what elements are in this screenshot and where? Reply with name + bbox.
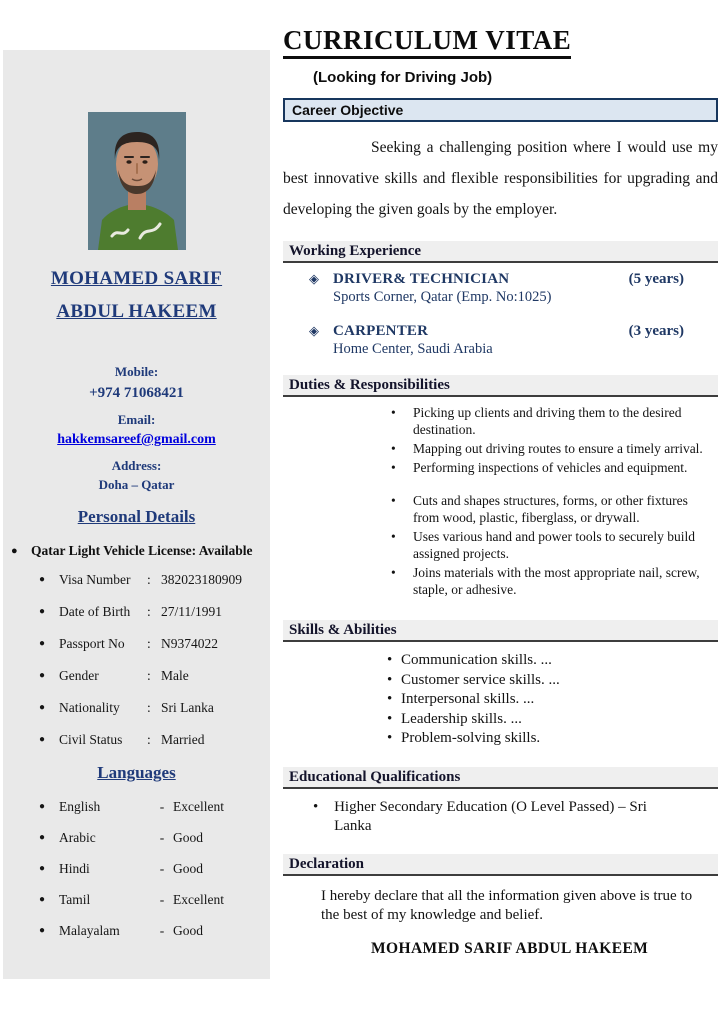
bullet-icon: ● bbox=[39, 606, 46, 617]
career-objective-text: Seeking a challenging position where I would use my best innovative skills and flexible responsibilities for upgrading and developing the given goals by the employer. bbox=[283, 139, 718, 218]
duty-item bbox=[391, 404, 713, 438]
duty-item bbox=[391, 459, 713, 476]
job-entry bbox=[309, 271, 684, 306]
email-link[interactable]: hakkemsareef@gmail.com bbox=[57, 432, 216, 447]
language-name: Hindi bbox=[59, 861, 90, 876]
language-row bbox=[3, 798, 270, 815]
language-name: Arabic bbox=[59, 830, 96, 845]
bullet-icon: • bbox=[391, 565, 396, 580]
detail-row bbox=[3, 731, 270, 748]
email-label: Email: bbox=[117, 412, 156, 427]
section-header-duties: Duties & Responsibilities bbox=[283, 375, 718, 397]
colon-separator: : bbox=[147, 604, 151, 619]
detail-row bbox=[3, 603, 270, 620]
language-name: Malayalam bbox=[59, 923, 120, 938]
sidebar bbox=[3, 50, 270, 979]
job-company: Home Center, Saudi Arabia bbox=[333, 341, 493, 357]
education-text: Higher Secondary Education (O Level Passed) – Sri Lanka bbox=[334, 798, 647, 834]
skill-item bbox=[387, 729, 718, 749]
dash-separator: - bbox=[159, 799, 165, 814]
bullet-icon: ● bbox=[39, 925, 46, 936]
section-header-education: Educational Qualifications bbox=[283, 767, 718, 789]
person-name bbox=[3, 262, 270, 328]
detail-label: Date of Birth bbox=[59, 604, 131, 619]
bullet-icon: ● bbox=[11, 545, 18, 557]
languages-heading: Languages bbox=[97, 763, 176, 782]
dash-separator: - bbox=[159, 923, 165, 938]
duty-text: Picking up clients and driving them to the desired destination. bbox=[413, 405, 682, 437]
person-name-line1: MOHAMED SARIF bbox=[50, 268, 223, 289]
profile-photo bbox=[88, 112, 186, 250]
detail-row bbox=[3, 699, 270, 716]
bullet-icon: • bbox=[391, 529, 396, 544]
duty-item bbox=[391, 564, 713, 598]
bullet-icon: ● bbox=[39, 574, 46, 585]
jobs-list bbox=[309, 271, 718, 358]
language-level: Good bbox=[173, 861, 203, 876]
language-row bbox=[3, 922, 270, 939]
address-value: Doha – Qatar bbox=[98, 477, 175, 492]
diamond-bullet-icon: ◈ bbox=[309, 271, 319, 286]
detail-value: Married bbox=[161, 732, 205, 747]
job-duration: (3 years) bbox=[628, 323, 684, 339]
skill-item bbox=[387, 651, 718, 671]
skill-item bbox=[387, 671, 718, 691]
duties-list bbox=[391, 404, 713, 598]
detail-row bbox=[3, 667, 270, 684]
language-level: Good bbox=[173, 830, 203, 845]
duty-text: Cuts and shapes structures, forms, or other fixtures from wood, plastic, fiberglass, or drywall. bbox=[413, 493, 688, 525]
detail-value: 382023180909 bbox=[161, 572, 242, 587]
bullet-icon: • bbox=[387, 652, 393, 668]
duty-text: Mapping out driving routes to ensure a timely arrival. bbox=[413, 441, 703, 456]
mobile-value: +974 71068421 bbox=[89, 385, 184, 401]
detail-label: Passport No bbox=[59, 636, 125, 651]
license-text: Qatar Light Vehicle License: Available bbox=[31, 543, 253, 558]
duty-text: Joins materials with the most appropriate nail, screw, staple, or adhesive. bbox=[413, 565, 700, 597]
duty-item bbox=[391, 492, 713, 526]
language-level: Excellent bbox=[173, 799, 224, 814]
bullet-icon: ● bbox=[39, 832, 46, 843]
duty-item bbox=[391, 528, 713, 562]
skill-item bbox=[387, 690, 718, 710]
bullet-icon: ● bbox=[39, 894, 46, 905]
duties-group-gap bbox=[391, 478, 713, 492]
duty-text: Performing inspections of vehicles and equipment. bbox=[413, 460, 688, 475]
dash-separator: - bbox=[159, 892, 165, 907]
page-subtitle: (Looking for Driving Job) bbox=[313, 69, 493, 86]
colon-separator: : bbox=[147, 636, 151, 651]
detail-row bbox=[3, 635, 270, 652]
languages-list bbox=[3, 798, 270, 939]
job-company: Sports Corner, Qatar (Emp. No:1025) bbox=[333, 289, 552, 305]
main-content bbox=[283, 25, 718, 958]
education-item bbox=[313, 798, 673, 836]
detail-label: Visa Number bbox=[59, 572, 131, 587]
bullet-icon: • bbox=[387, 691, 393, 707]
bullet-icon: • bbox=[391, 493, 396, 508]
section-header-skills: Skills & Abilities bbox=[283, 620, 718, 642]
language-level: Excellent bbox=[173, 892, 224, 907]
bullet-icon: • bbox=[387, 730, 393, 746]
personal-details-heading: Personal Details bbox=[77, 507, 196, 526]
bullet-icon: ● bbox=[39, 863, 46, 874]
job-title: DRIVER& TECHNICIAN bbox=[333, 271, 510, 287]
mobile-label: Mobile: bbox=[114, 364, 159, 379]
language-name: Tamil bbox=[59, 892, 91, 907]
detail-label: Gender bbox=[59, 668, 99, 683]
bullet-icon: • bbox=[313, 798, 319, 815]
language-name: English bbox=[59, 799, 101, 814]
section-header-working-experience: Working Experience bbox=[283, 241, 718, 263]
skills-list bbox=[387, 651, 718, 749]
declaration-text: I hereby declare that all the information given above is true to the best of my knowledge and belief. bbox=[321, 887, 693, 923]
signature-name: MOHAMED SARIF ABDUL HAKEEM bbox=[371, 939, 649, 957]
bullet-icon: ● bbox=[39, 638, 46, 649]
colon-separator: : bbox=[147, 668, 151, 683]
profile-photo-image bbox=[88, 112, 186, 250]
skill-item bbox=[387, 710, 718, 730]
detail-value: 27/11/1991 bbox=[161, 604, 223, 619]
job-entry bbox=[309, 323, 684, 358]
skill-text: Interpersonal skills. ... bbox=[401, 691, 535, 707]
bullet-icon: • bbox=[391, 460, 396, 475]
detail-value: N9374022 bbox=[161, 636, 218, 651]
bullet-icon: • bbox=[387, 671, 393, 688]
bullet-icon: ● bbox=[39, 670, 46, 681]
bullet-icon: ● bbox=[39, 801, 46, 812]
job-title: CARPENTER bbox=[333, 323, 429, 339]
section-header-declaration: Declaration bbox=[283, 854, 718, 876]
skill-text: Customer service skills. ... bbox=[401, 671, 560, 688]
skill-text: Leadership skills. ... bbox=[401, 710, 522, 727]
language-row bbox=[3, 860, 270, 877]
detail-row bbox=[3, 571, 270, 588]
detail-value: Male bbox=[161, 668, 189, 683]
colon-separator: : bbox=[147, 700, 151, 715]
job-duration: (5 years) bbox=[628, 271, 684, 287]
section-header-career-objective: Career Objective bbox=[283, 98, 718, 122]
skill-text: Problem-solving skills. bbox=[401, 730, 541, 746]
person-name-line2: ABDUL HAKEEM bbox=[56, 301, 217, 322]
education-list bbox=[313, 798, 718, 836]
license-row bbox=[11, 543, 266, 560]
detail-value: Sri Lanka bbox=[161, 700, 214, 715]
diamond-bullet-icon: ◈ bbox=[309, 323, 319, 338]
duty-item bbox=[391, 440, 713, 457]
bullet-icon: ● bbox=[39, 734, 46, 745]
bullet-icon: • bbox=[391, 441, 396, 456]
language-row bbox=[3, 829, 270, 846]
personal-details-list bbox=[3, 571, 270, 748]
page-title: CURRICULUM VITAE bbox=[283, 25, 571, 59]
language-level: Good bbox=[173, 923, 203, 938]
skill-text: Communication skills. ... bbox=[401, 652, 552, 668]
colon-separator: : bbox=[147, 732, 151, 747]
duty-text: Uses various hand and power tools to securely build assigned projects. bbox=[413, 529, 695, 561]
bullet-icon: • bbox=[391, 405, 396, 420]
address-label: Address: bbox=[111, 458, 162, 473]
detail-label: Civil Status bbox=[59, 732, 123, 747]
bullet-icon: ● bbox=[39, 702, 46, 713]
language-row bbox=[3, 891, 270, 908]
detail-label: Nationality bbox=[59, 700, 120, 715]
colon-separator: : bbox=[147, 572, 151, 587]
dash-separator: - bbox=[159, 861, 165, 876]
bullet-icon: • bbox=[387, 710, 393, 727]
dash-separator: - bbox=[159, 830, 165, 845]
